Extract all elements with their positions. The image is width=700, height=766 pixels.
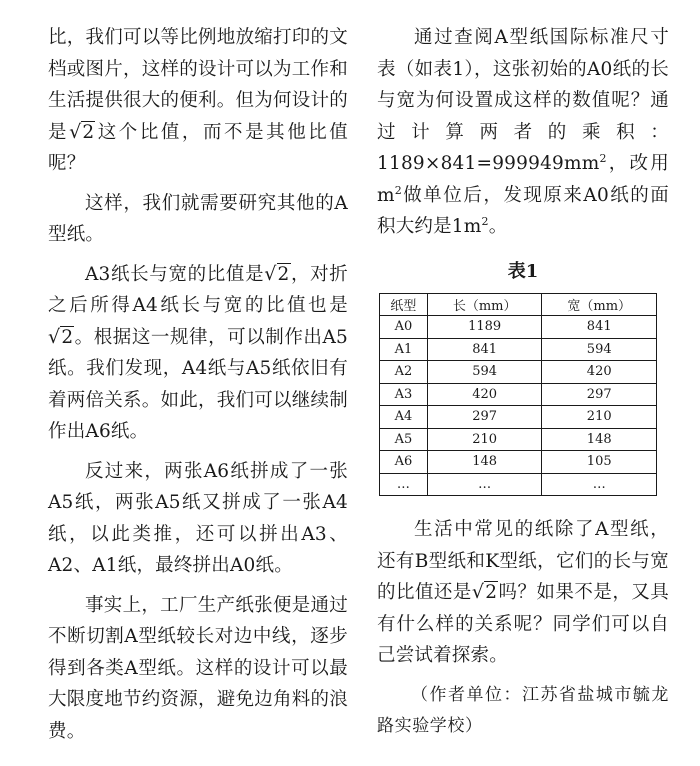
header-cell-length: 长（mm） (427, 293, 542, 316)
text: ，对折之后所得A4纸长与宽的比值也是 (48, 263, 348, 316)
cell: A6 (380, 451, 428, 474)
paragraph-7 (377, 514, 669, 672)
text: 。根据这一规律，可以制作出A5纸。我们发现，A4纸与A5纸依旧有着两倍关系。如此，我们可以继续制作出A6纸。 (48, 326, 348, 442)
radical-sign: √ (264, 262, 277, 285)
cell: 148 (427, 451, 542, 474)
radicand: 2 (277, 263, 290, 285)
table-row (380, 316, 657, 339)
cell: 210 (427, 428, 542, 451)
paragraph-1 (48, 22, 348, 180)
table-row (380, 383, 657, 406)
radicand: 2 (82, 121, 95, 143)
text: 通过查阅A型纸国际标准尺寸表（如表1），这张初始的A0纸的长与宽为何设置成这样的数值呢？通过计算两者的乘积：1189×841=999949mm (377, 27, 669, 174)
paragraph-6 (377, 22, 669, 243)
text: 吗？如果不是，又具有什么样的关系呢？同学们可以自己尝试着探索。 (377, 582, 669, 666)
paragraph-4: 反过来，两张A6纸拼成了一张A5纸，两张A5纸又拼成了一张A4纸，以此类推，还可以拼出A3、A2、A1纸，最终拼出A0纸。 (48, 460, 348, 576)
radical-sign: √ (48, 325, 61, 348)
cell: 297 (427, 406, 542, 429)
cell: 1189 (427, 316, 542, 339)
sqrt-2 (472, 582, 498, 603)
header-cell-width: 宽（mm） (542, 293, 657, 316)
cell: 420 (542, 361, 657, 384)
sqrt-2 (69, 122, 95, 143)
cell: 148 (542, 428, 657, 451)
text: 生活中常见的纸除了A型纸，还有B型纸和K型纸，它们的长与宽的比值还是 (377, 519, 669, 603)
table-header-row (380, 293, 657, 316)
text: A3纸长与宽的比值是 (85, 263, 265, 285)
cell: 105 (542, 451, 657, 474)
cell: A1 (380, 338, 428, 361)
text: 。 (488, 216, 508, 237)
text: 做单位后，发现原来A0纸的面积大约是1m (377, 184, 669, 237)
left-column (48, 22, 348, 755)
paragraph-5: 事实上，工厂生产纸张便是通过不断切割A型纸较长对边中线，逐步得到各类A型纸。这样的设计可以最大限度地节约资源，避免边角料的浪费。 (48, 594, 348, 742)
cell: A5 (380, 428, 428, 451)
radicand: 2 (61, 326, 74, 348)
cell: 297 (542, 383, 657, 406)
cell: 420 (427, 383, 542, 406)
cell: A2 (380, 361, 428, 384)
radical-sign: √ (471, 581, 485, 603)
paragraph-2: 这样，我们就需要研究其他的A型纸。 (48, 192, 348, 245)
table-row (380, 361, 657, 384)
cell: A4 (380, 406, 428, 429)
author-affiliation: （作者单位：江苏省盐城市毓龙路实验学校） (377, 684, 669, 736)
text: 这个比值，而不是其他比值呢？ (48, 121, 349, 174)
paper-size-table (379, 293, 657, 497)
header-cell-type: 纸型 (380, 293, 428, 316)
radical-sign: √ (69, 120, 82, 143)
table-row (380, 338, 657, 361)
sqrt-2 (264, 264, 290, 285)
cell: A0 (380, 316, 428, 339)
cell: 594 (542, 338, 657, 361)
superscript: 2 (394, 183, 402, 197)
right-column (377, 22, 669, 751)
cell: 841 (427, 338, 542, 361)
cell: 594 (427, 361, 542, 384)
table-title: 表1 (507, 260, 539, 282)
table-row (380, 428, 657, 451)
table-row (380, 473, 657, 496)
paragraph-3 (48, 259, 348, 448)
cell: A3 (380, 383, 428, 406)
radicand: 2 (485, 582, 498, 603)
cell: … (542, 473, 657, 496)
cell: 210 (542, 406, 657, 429)
table-row (380, 451, 657, 474)
cell: … (380, 473, 428, 496)
text: ，改用m (377, 153, 669, 206)
table-row (380, 406, 657, 429)
sqrt-2 (48, 327, 74, 348)
cell: 841 (542, 316, 657, 339)
superscript: 2 (481, 214, 489, 228)
cell: … (427, 473, 542, 496)
superscript: 2 (599, 151, 607, 165)
text: 比，我们可以等比例地放缩打印的文档或图片，这样的设计可以为工作和生活提供很大的便利。但为何设计的是 (48, 27, 348, 143)
